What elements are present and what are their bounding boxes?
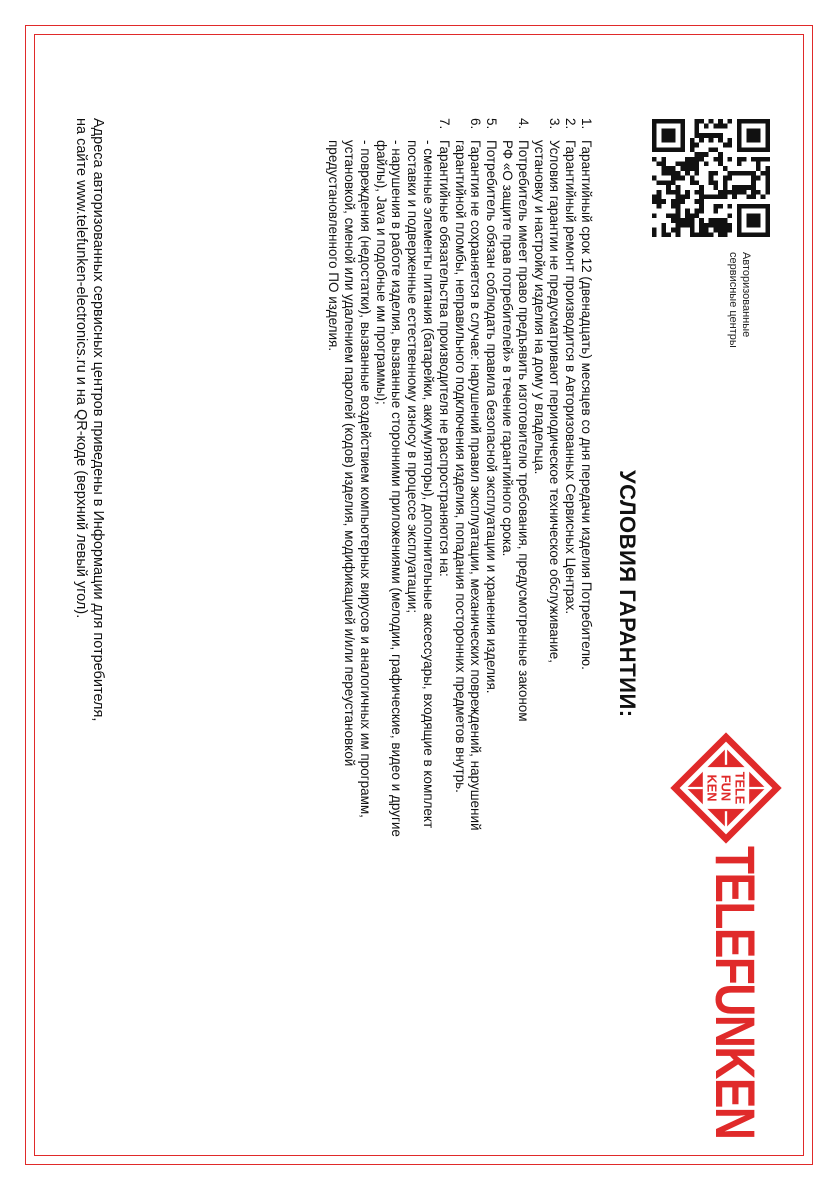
term-number: 4. [515,118,531,130]
term-text: Гарантия не сохраняется в случае: нарушений правил эксплуатации, механических повреждений, нарушений [468,140,484,831]
term-text: Гарантийные обязательства производителя не распространяются на: [436,140,452,577]
term-text-continuation: РФ «О защите прав потребителей» в течение гарантийного срока. [500,140,516,557]
page-title: УСЛОВИЯ ГАРАНТИИ: [615,470,640,718]
term-text: Гарантийный срок 12 (двенадцать) месяцев со дня передачи изделия Потребителю. [579,140,594,670]
term-number: 1. [579,118,594,130]
footer-line-2: на сайте www.telefunken-electronics.ru и на QR-коде (верхний левый угол). [73,118,89,619]
term-text: Гарантийный ремонт производится в Авторизованных Сервисных Центрах. [563,140,579,615]
term-text-continuation: гарантийной пломбы, неправильного подключения изделия, попадания посторонних предметов внутрь. [452,140,468,793]
qr-code [652,118,770,238]
term-number: 3. [547,118,563,130]
logo-line-1: TELE [732,771,748,805]
term-text-continuation: предустановленного ПО изделия. [326,140,342,352]
logo-line-2: FUN [718,774,734,802]
footer-note [72,118,106,1118]
brand [666,730,786,1139]
qr-caption-line2: сервисные центры [727,252,739,348]
term-number: 7. [436,118,452,130]
qr-caption [726,252,752,348]
logo-line-3: KEN [704,774,720,802]
term-text-continuation: - повреждения (недостатки), вызванные воздействием компьютерных вирусов и аналогичных им программ, [357,140,373,818]
term-text-continuation: файлы), Java и подобные им программы); [373,140,389,405]
term-number: 5. [484,118,500,130]
brand-wordmark-text: TELEFUNKEN [704,846,767,1139]
footer-line-1: Адреса авторизованных сервисных центров приведены в Информации для потребителя, [90,118,106,722]
qr-caption-line1: Авторизованные [740,252,752,338]
term-number: 2. [563,118,579,130]
telefunken-star-logo [668,730,784,846]
warranty-terms-list [325,118,594,1158]
term-item [452,118,484,1158]
term-text-continuation: - сменные элементы питания (батарейки, аккумуляторы), дополнительные аксессуары, входящие в комплект [421,140,437,829]
term-text-continuation: - нарушения в работе изделия, вызванные сторонними приложениями (мелодии, графические, видео и другие [389,140,405,837]
term-text: Условия гарантии не предусматривают периодическое техническое обслуживание, [547,140,563,664]
term-item [325,118,451,1158]
term-text: Потребитель имеет право предъявить изготовителю требования, предусмотренные законом [515,140,531,722]
term-text-continuation: установкой, сменой или удалением паролей (кодов) изделия, модификацией и/или переустановкой [342,140,358,767]
brand-wordmark [690,846,780,1139]
term-text: Потребитель обязан соблюдать правила безопасной эксплуатации и хранения изделия. [484,140,500,694]
term-item [562,118,578,1158]
term-text-continuation: установку и настройку изделия на дому у владельца. [531,140,547,475]
term-number: 6. [468,118,484,130]
term-item [578,118,594,1158]
term-item [483,118,499,1158]
term-item [531,118,563,1158]
term-text-continuation: поставки и подверженные естественному износу в процессе эксплуатации; [405,140,421,614]
term-item [499,118,531,1158]
